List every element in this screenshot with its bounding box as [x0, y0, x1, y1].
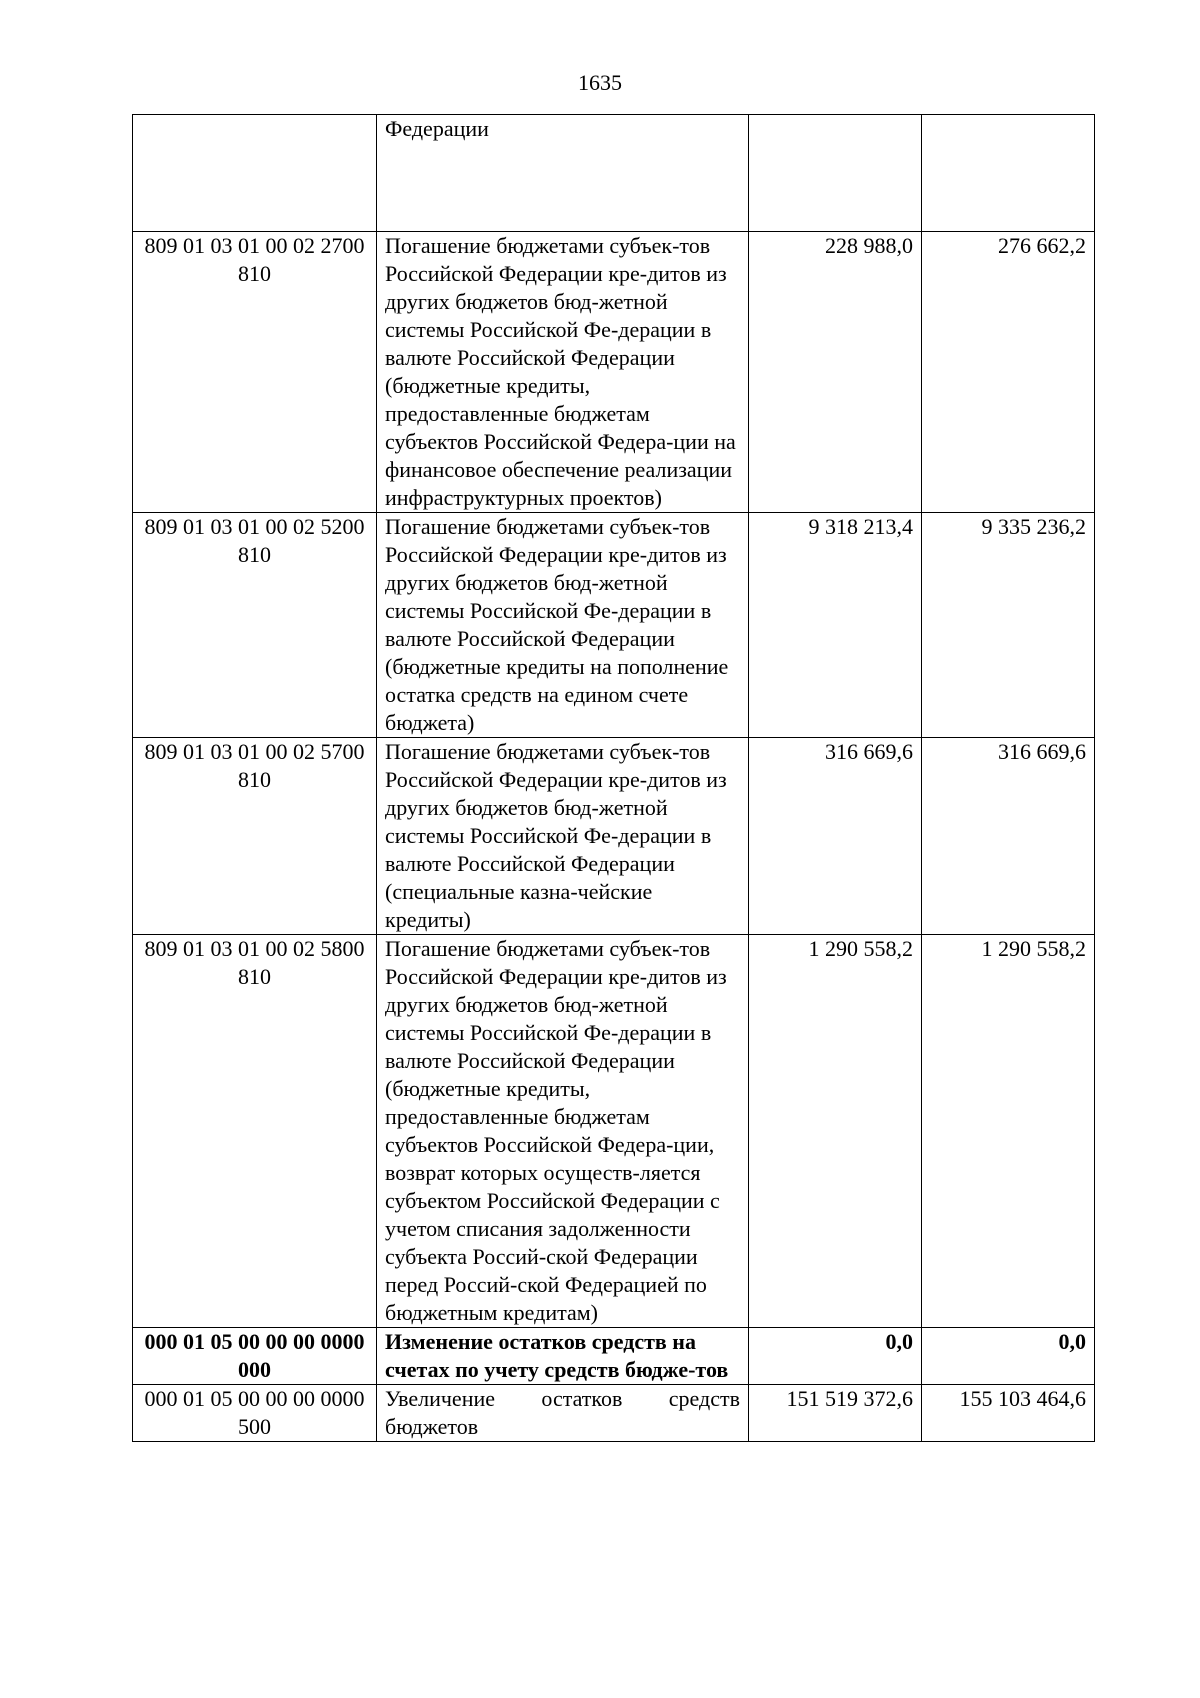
- description-cell: Изменение остатков средств на счетах по учету средств бюдже-тов: [377, 1328, 749, 1385]
- budget-code-cell: 809 01 03 01 00 02 2700 810: [133, 232, 377, 513]
- amount-cell-1: 9 318 213,4: [749, 513, 922, 738]
- table-row: [133, 935, 1095, 1328]
- amount-cell-1: 316 669,6: [749, 738, 922, 935]
- amount-cell-2: 316 669,6: [922, 738, 1095, 935]
- amount-cell-2: 1 290 558,2: [922, 935, 1095, 1328]
- amount-cell-2: 9 335 236,2: [922, 513, 1095, 738]
- description-cell: Федерации: [377, 115, 749, 232]
- budget-code-cell: 809 01 03 01 00 02 5700 810: [133, 738, 377, 935]
- budget-code-cell: 000 01 05 00 00 00 0000 000: [133, 1328, 377, 1385]
- description-cell: Погашение бюджетами субъек-тов Российской Федерации кре-дитов из других бюджетов бюд-жетной системы Российской Фе-дерации в валюте Российской Федерации (бюджетные кредиты, предоставленные бюджетам субъектов Российской Федера-ции, возврат которых осуществ-ляется субъектом Российской Федерации с учетом списания задолженности субъекта Россий-ской Федерации перед Россий-ской Федерацией по бюджетным кредитам): [377, 935, 749, 1328]
- table-row: [133, 232, 1095, 513]
- budget-code-cell: 000 01 05 00 00 00 0000 500: [133, 1385, 377, 1442]
- budget-sources-table: [132, 114, 1095, 1442]
- description-cell: Увеличение остатков средств бюджетов: [377, 1385, 749, 1442]
- table-row: [133, 738, 1095, 935]
- amount-cell-1: 228 988,0: [749, 232, 922, 513]
- amount-cell-2: 276 662,2: [922, 232, 1095, 513]
- page-number: 1635: [578, 70, 622, 95]
- amount-cell-2: [922, 115, 1095, 232]
- amount-cell-1: 0,0: [749, 1328, 922, 1385]
- amount-cell-1: 151 519 372,6: [749, 1385, 922, 1442]
- amount-cell-1: 1 290 558,2: [749, 935, 922, 1328]
- table-row: [133, 115, 1095, 232]
- table-row: [133, 513, 1095, 738]
- amount-cell-2: 0,0: [922, 1328, 1095, 1385]
- description-cell: Погашение бюджетами субъек-тов Российской Федерации кре-дитов из других бюджетов бюд-жетной системы Российской Фе-дерации в валюте Российской Федерации (бюджетные кредиты, предоставленные бюджетам субъектов Российской Федера-ции на финансовое обеспечение реализации инфраструктурных проектов): [377, 232, 749, 513]
- table-row: [133, 1385, 1095, 1442]
- budget-code-cell: 809 01 03 01 00 02 5200 810: [133, 513, 377, 738]
- budget-code-cell: 809 01 03 01 00 02 5800 810: [133, 935, 377, 1328]
- description-cell: Погашение бюджетами субъек-тов Российской Федерации кре-дитов из других бюджетов бюд-жетной системы Российской Фе-дерации в валюте Российской Федерации (специальные казна-чейские кредиты): [377, 738, 749, 935]
- description-cell: Погашение бюджетами субъек-тов Российской Федерации кре-дитов из других бюджетов бюд-жетной системы Российской Фе-дерации в валюте Российской Федерации (бюджетные кредиты на пополнение остатка средств на едином счете бюджета): [377, 513, 749, 738]
- amount-cell-2: 155 103 464,6: [922, 1385, 1095, 1442]
- amount-cell-1: [749, 115, 922, 232]
- budget-code-cell: [133, 115, 377, 232]
- table-row-total: [133, 1328, 1095, 1385]
